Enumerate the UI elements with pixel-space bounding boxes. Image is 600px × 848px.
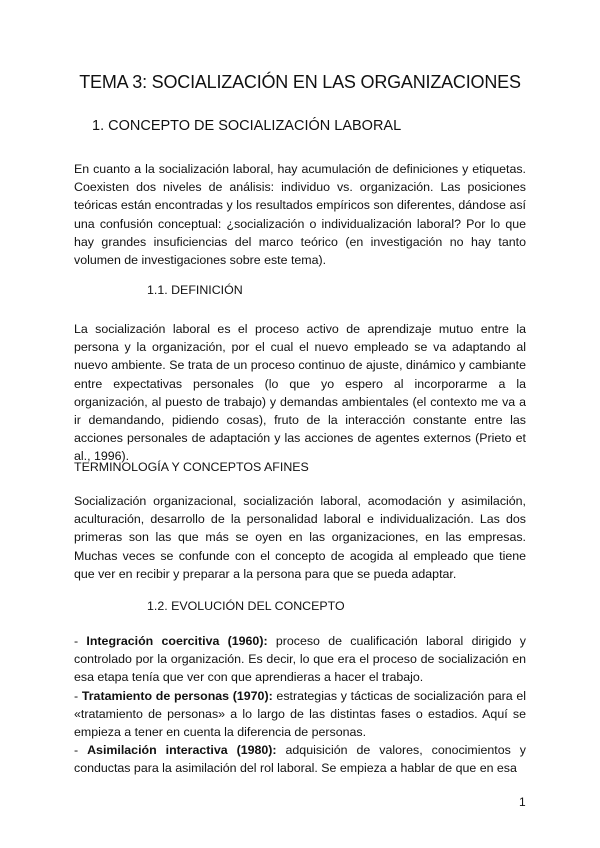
list-item-term: Integración coercitiva (1960): [86, 634, 268, 648]
subsection-heading-evolucion: 1.2. EVOLUCIÓN DEL CONCEPTO [147, 599, 345, 613]
page-title: TEMA 3: SOCIALIZACIÓN EN LAS ORGANIZACIONES [79, 72, 521, 92]
subsection-heading-definicion: 1.1. DEFINICIÓN [147, 283, 243, 297]
list-item [74, 632, 526, 687]
list-item [74, 741, 526, 777]
list-item-term: Asimilación interactiva (1980): [87, 743, 277, 758]
list-item-term: Tratamiento de personas (1970): [81, 688, 273, 703]
list-bullet: - [74, 634, 87, 648]
list-item-text: estrategias y tácticas de socialización para el «tratamiento de personas» a lo largo de las distintas fases o estadios. Aquí se empieza a tener en cuenta la diferencia de personas. [74, 688, 526, 740]
evolution-list [74, 632, 526, 778]
page-number: 1 [519, 795, 526, 809]
list-item-text: proceso de cualificación laboral dirigido y controlado por la organización. Es decir, lo que era el proceso de socialización en esa etapa tenía que ver con que aprendieras a hacer el trabajo. [74, 634, 526, 685]
list-item [74, 687, 526, 742]
section-heading: 1. CONCEPTO DE SOCIALIZACIÓN LABORAL [92, 118, 402, 134]
intro-paragraph: En cuanto a la socialización laboral, hay acumulación de definiciones y etiquetas. Coexisten dos niveles de análisis: individuo vs. organización. Las posiciones teóricas están encontradas y los resultados empíricos son diferentes, dándose así una confusión conceptual: ¿socialización o individualización laboral? Por lo que hay grandes insuficiencias del marco teórico (en investigación no hay tanto volumen de investigaciones sobre este tema). [74, 162, 526, 268]
list-bullet: - [74, 688, 82, 703]
terminology-paragraph: Socialización organizacional, socialización laboral, acomodación y asimilación, aculturación, desarrollo de la personalidad laboral e individualización. Las dos primeras son las que más se oyen en las organizaciones, en las empresas. Muchas veces se confunde con el concepto de acogida al empleado que tiene que ver en recibir y preparar a la persona para que se pueda adaptar. [74, 494, 526, 581]
list-bullet: - [74, 743, 88, 758]
terminology-heading: TERMINOLOGÍA Y CONCEPTOS AFINES [74, 460, 309, 474]
definition-paragraph: La socialización laboral es el proceso activo de aprendizaje mutuo entre la persona y la organización, por el cual el nuevo empleado se va adaptando al nuevo ambiente. Se trata de un proceso continuo de ajuste, dinámico y cambiante entre expectativas personales (lo que yo espero al incorporarme a la organización, al puesto de trabajo) y demandas ambientales (el contexto me va a ir demandando, pidiendo cosas), fruto de la interacción constante entre las acciones personales de adaptación y las acciones de agentes externos (Prieto et al., 1996). [74, 322, 526, 464]
list-item-text: adquisición de valores, conocimientos y conductas para la asimilación del rol laboral. Se empieza a hablar de que en esa [74, 743, 526, 776]
